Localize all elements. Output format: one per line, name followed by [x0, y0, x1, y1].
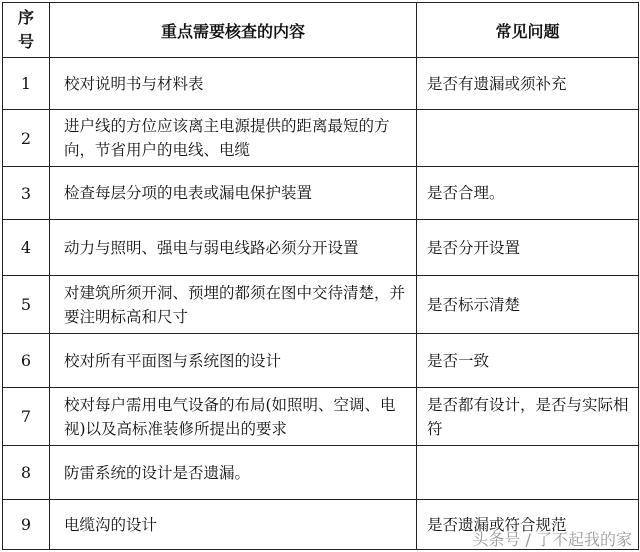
- row-number: 6: [3, 334, 50, 388]
- table-row: [3, 110, 639, 167]
- row-number: 5: [3, 276, 50, 334]
- row-issue: 是否标示清楚: [417, 276, 639, 334]
- header-serial-number-text: 序号: [17, 8, 34, 51]
- row-number: 2: [3, 110, 50, 167]
- row-number: 7: [3, 388, 50, 446]
- header-serial-number: [3, 3, 50, 58]
- row-content: 检查每层分项的电表或漏电保护装置: [50, 167, 417, 220]
- row-issue: 是否一致: [417, 334, 639, 388]
- row-issue: 是否有遗漏或须补充: [417, 58, 639, 110]
- row-content: 进户线的方位应该离主电源提供的距离最短的方向，节省用户的电线、电缆: [50, 110, 417, 167]
- row-number: 4: [3, 220, 50, 276]
- row-content: 防雷系统的设计是否遗漏。: [50, 446, 417, 500]
- table-row: [3, 446, 639, 500]
- table-row: [3, 334, 639, 388]
- watermark-text: 头条号 / 了不起我的家: [472, 530, 632, 549]
- row-issue: [417, 110, 639, 167]
- row-content: 动力与照明、强电与弱电线路必须分开设置: [50, 220, 417, 276]
- row-content: 校对每户需用电气设备的布局(如照明、空调、电视)以及高标准装修所提出的要求: [50, 388, 417, 446]
- header-review-content: 重点需要核查的内容: [50, 3, 417, 58]
- row-content: 校对所有平面图与系统图的设计: [50, 334, 417, 388]
- table-row: [3, 58, 639, 110]
- row-number: 3: [3, 167, 50, 220]
- row-content: 校对说明书与材料表: [50, 58, 417, 110]
- row-number: 9: [3, 500, 50, 550]
- row-issue: [417, 446, 639, 500]
- row-number: 8: [3, 446, 50, 500]
- header-common-issues: 常见问题: [417, 3, 639, 58]
- table-row: [3, 388, 639, 446]
- table-row: [3, 276, 639, 334]
- row-number: 1: [3, 58, 50, 110]
- row-content: 电缆沟的设计: [50, 500, 417, 550]
- review-checklist-table: [2, 2, 639, 550]
- row-content: 对建筑所须开洞、预埋的都须在图中交待清楚，并要注明标高和尺寸: [50, 276, 417, 334]
- table-header-row: [3, 3, 639, 58]
- row-issue: 是否分开设置: [417, 220, 639, 276]
- table-row: [3, 167, 639, 220]
- row-issue: 是否合理。: [417, 167, 639, 220]
- table-row: [3, 220, 639, 276]
- row-issue: 是否遗漏或符合规范: [417, 500, 639, 550]
- row-issue: 是否都有设计，是否与实际相符: [417, 388, 639, 446]
